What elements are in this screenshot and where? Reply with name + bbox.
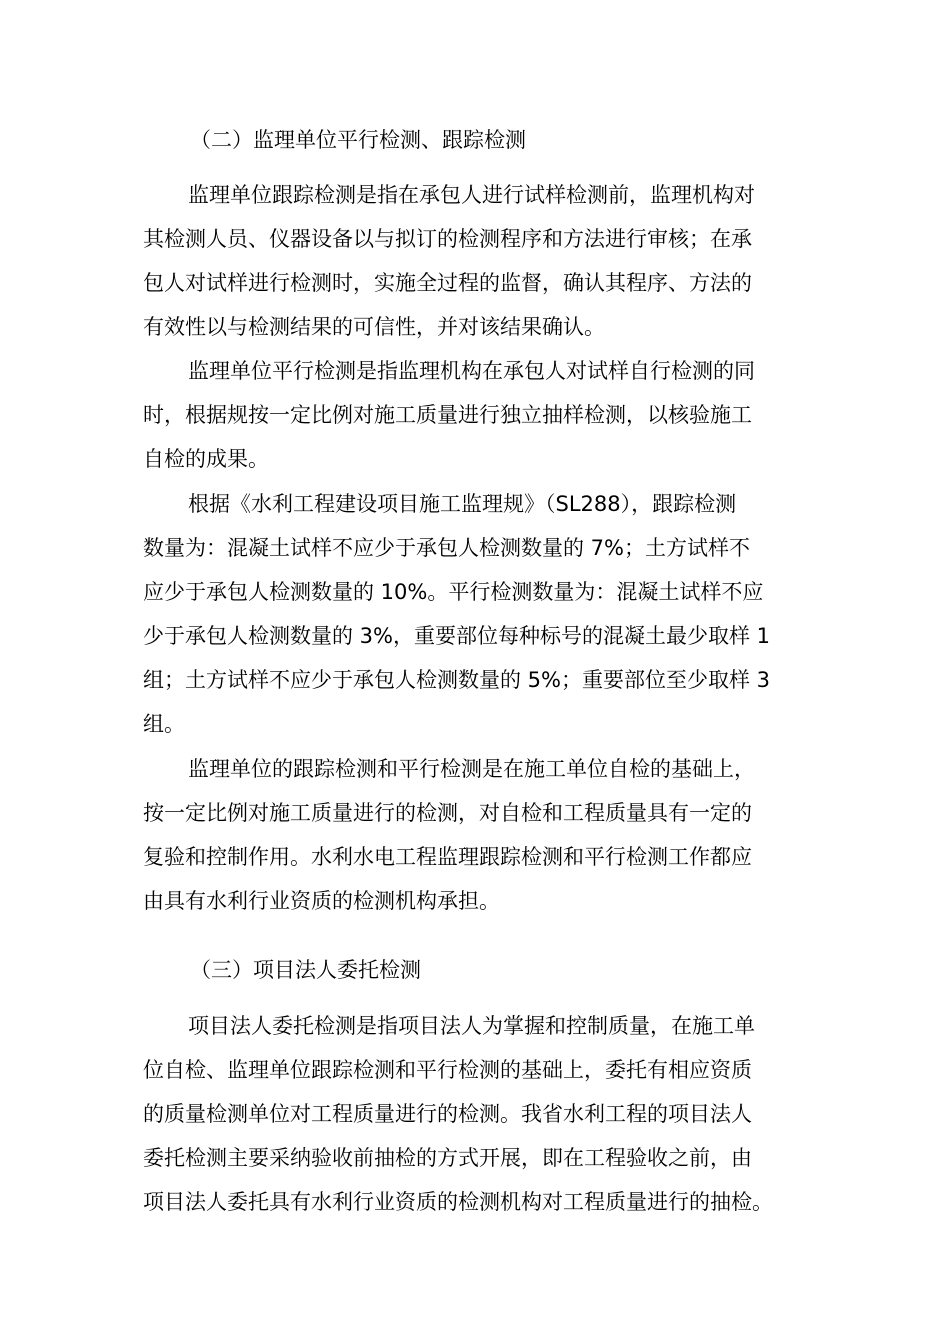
- paragraph-line: 项目法人委托检测是指项目法人为掌握和控制质量，在施工单: [188, 1014, 755, 1038]
- paragraph-line: 监理单位的跟踪检测和平行检测是在施工单位自检的基础上，: [188, 757, 755, 781]
- paragraph-line: 按一定比例对施工质量进行的检测，对自检和工程质量具有一定的: [143, 801, 752, 825]
- paragraph-line: 的质量检测单位对工程质量进行的检测。我省水利工程的项目法人: [143, 1102, 752, 1126]
- paragraph-line: 委托检测主要采纳验收前抽检的方式开展，即在工程验收之前，由: [143, 1146, 752, 1170]
- paragraph-line: 项目法人委托具有水利行业资质的检测机构对工程质量进行的抽检。: [143, 1190, 773, 1214]
- paragraph-line: 由具有水利行业资质的检测机构承担。: [143, 889, 500, 913]
- paragraph-line: 复验和控制作用。水利水电工程监理跟踪检测和平行检测工作都应: [143, 845, 752, 869]
- paragraph-line: 应少于承包人检测数量的 10%。平行检测数量为：混凝土试样不应: [143, 580, 764, 604]
- paragraph-line: 监理单位跟踪检测是指在承包人进行试样检测前，监理机构对: [188, 183, 755, 207]
- paragraph-line: 根据《水利工程建设项目施工监理规》（SL288），跟踪检测: [188, 492, 737, 516]
- section-3-heading: （三）项目法人委托检测: [190, 958, 421, 982]
- paragraph-line: 位自检、监理单位跟踪检测和平行检测的基础上，委托有相应资质: [143, 1058, 752, 1082]
- paragraph-line: 少于承包人检测数量的 3%，重要部位每种标号的混凝土最少取样 1: [143, 624, 771, 648]
- paragraph-line: 自检的成果。: [143, 447, 269, 471]
- paragraph-line: 组；土方试样不应少于承包人检测数量的 5%；重要部位至少取样 3: [143, 668, 771, 692]
- paragraph-line: 其检测人员、仪器设备以与拟订的检测程序和方法进行审核；在承: [143, 227, 752, 251]
- paragraph-line: 有效性以与检测结果的可信性，并对该结果确认。: [143, 315, 605, 339]
- section-2-heading: （二）监理单位平行检测、跟踪检测: [190, 128, 526, 152]
- paragraph-line: 时，根据规按一定比例对施工质量进行独立抽样检测，以核验施工: [143, 403, 752, 427]
- paragraph-line: 监理单位平行检测是指监理机构在承包人对试样自行检测的同: [188, 359, 755, 383]
- paragraph-line: 数量为：混凝土试样不应少于承包人检测数量的 7%；土方试样不: [143, 536, 750, 560]
- paragraph-line: 包人对试样进行检测时，实施全过程的监督，确认其程序、方法的: [143, 271, 752, 295]
- paragraph-line: 组。: [143, 712, 185, 736]
